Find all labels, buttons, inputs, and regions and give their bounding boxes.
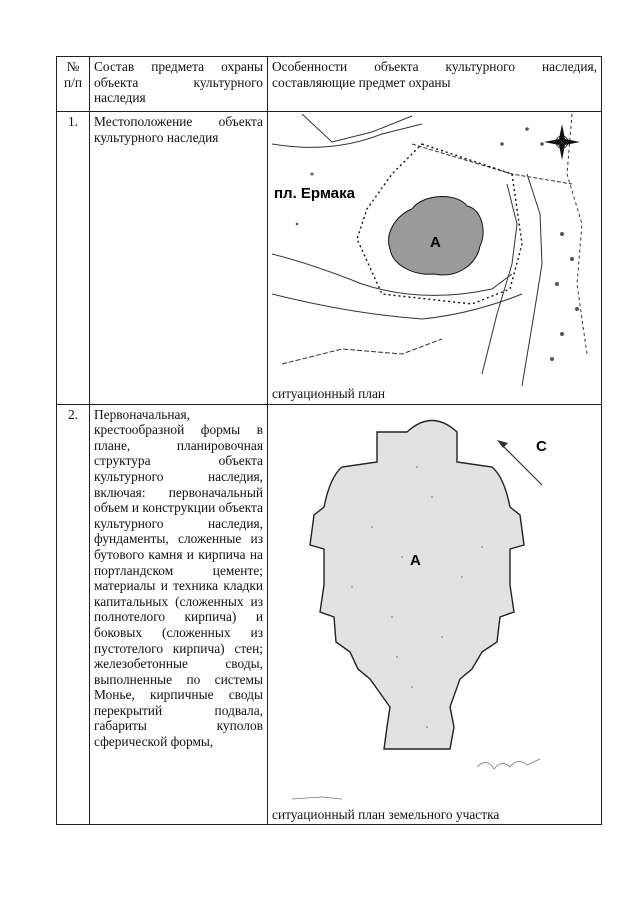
signature-mark-icon: [292, 759, 540, 799]
map-caption: ситуационный план: [272, 386, 386, 401]
row-num-cell: 2.: [57, 404, 90, 825]
map-label-object: А: [430, 234, 441, 251]
row-num-cell: 1.: [57, 112, 90, 405]
site-plan-caption: ситуационный план земельного участка: [272, 806, 500, 822]
row-features-cell: [268, 404, 602, 825]
church-footprint: [310, 420, 524, 749]
compass-rose-icon: [544, 124, 580, 160]
table-row: [57, 112, 602, 405]
map-label-square: пл. Ермака: [274, 185, 355, 202]
table-header-row: [57, 57, 602, 112]
protection-subject-table: [56, 56, 602, 825]
row-features-cell: [268, 112, 602, 405]
plan-label-object: А: [410, 551, 421, 569]
situational-map-image: [272, 114, 592, 386]
table-row: [57, 404, 602, 825]
row-composition-cell: Первоначальная, крестообразной формы в плане, планировочная структура объекта культурного наследия, включая: первоначальный объем и конструкции объекта культурного наследия, фундаменты, сложенные из бутового камня и кирпича на портландском цементе; материалы и техника кладки капитальных (сложенных из полнотелого кирпича) и боковых (сложенных из пустотелого кирпича) стен; железобетонные своды, выполненные по системы Монье, кирпичные своды перекрытий подвала, габариты куполов сферической формы,: [90, 404, 268, 825]
header-num-cell: № п/п: [57, 57, 90, 112]
plan-label-north: С: [536, 437, 547, 455]
site-plan-image: [272, 407, 592, 807]
header-composition-cell: Состав предмета охраны объекта культурного наследия: [90, 57, 268, 112]
row-composition-cell: Местоположение объекта культурного наследия: [90, 112, 268, 405]
header-features-cell: Особенности объекта культурного наследия, составляющие предмет охраны: [268, 57, 602, 112]
